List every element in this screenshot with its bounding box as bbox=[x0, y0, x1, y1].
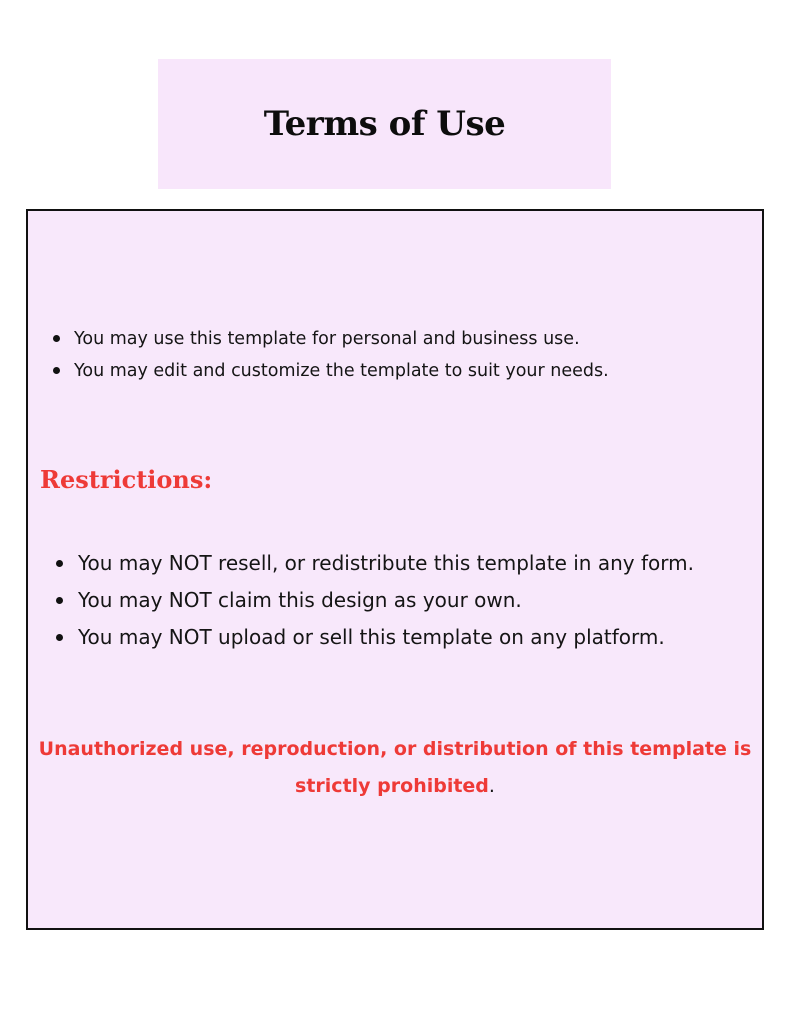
list-item bbox=[50, 323, 609, 355]
list-item bbox=[52, 545, 694, 582]
list-item-text: You may edit and customize the template to suit your needs. bbox=[74, 361, 609, 381]
list-item bbox=[52, 582, 694, 619]
bullet-icon bbox=[56, 560, 63, 567]
notice-line-1: Unauthorized use, reproduction, or distribution of this template is bbox=[38, 738, 752, 760]
list-item bbox=[50, 355, 609, 387]
notice-line-2: strictly prohibited bbox=[295, 775, 489, 797]
bullet-icon bbox=[53, 367, 60, 374]
allowed-uses-list bbox=[50, 323, 609, 387]
terms-panel bbox=[26, 209, 764, 930]
prohibition-notice bbox=[28, 731, 762, 805]
list-item-text: You may NOT claim this design as your own. bbox=[78, 588, 522, 612]
list-item-text: You may NOT resell, or redistribute this template in any form. bbox=[78, 551, 694, 575]
restrictions-list bbox=[52, 545, 694, 656]
bullet-icon bbox=[56, 634, 63, 641]
restrictions-heading: Restrictions: bbox=[40, 465, 213, 494]
notice-period: . bbox=[488, 775, 495, 797]
list-item-text: You may use this template for personal and business use. bbox=[74, 329, 580, 349]
bullet-icon bbox=[56, 597, 63, 604]
list-item bbox=[52, 619, 694, 656]
title-banner bbox=[158, 59, 611, 189]
list-item-text: You may NOT upload or sell this template on any platform. bbox=[78, 625, 665, 649]
bullet-icon bbox=[53, 335, 60, 342]
page-title: Terms of Use bbox=[263, 104, 506, 144]
